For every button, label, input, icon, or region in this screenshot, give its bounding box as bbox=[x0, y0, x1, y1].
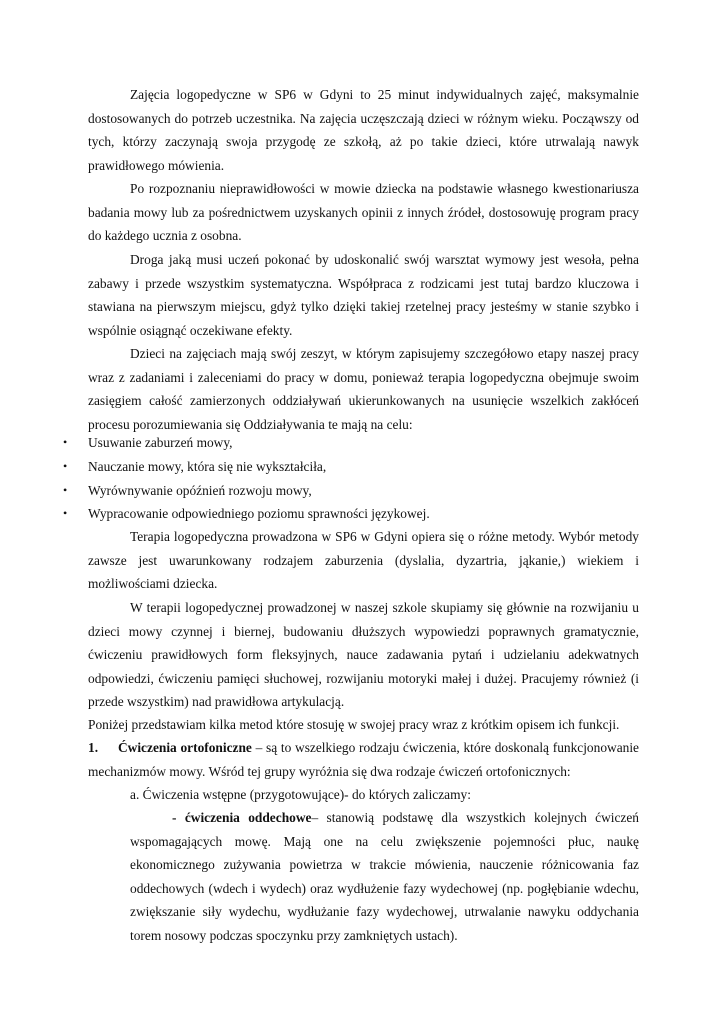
section-1 bbox=[88, 736, 639, 783]
paragraph-intro: Zajęcia logopedyczne w SP6 w Gdyni to 25 minut indywidualnych zajęć, maksymalnie dostosowanych do potrzeb uczestnika. Na zajęcia uczęszczają dzieci w różnym wieku. Począwszy od tych, którzy zaczynają swoja przygodę ze szkołą, aż po takie dzieci, które utrwalają nawyk prawidłowego mówienia. bbox=[88, 87, 639, 173]
section-1-title: Ćwiczenia ortofoniczne bbox=[118, 740, 252, 755]
subsection-a: a. Ćwiczenia wstępne (przygotowujące)- do których zaliczamy: bbox=[130, 787, 471, 802]
paragraph-cooperation: Droga jaką musi uczeń pokonać by udoskonalić swój warsztat wymowy jest wesoła, pełna zabawy i przede wszystkim systematyczna. Współpraca z rodzicami jest tutaj bardzo kluczowa i stawiana na pierwszym miejscu, gdyż tylko dzięki takiej rzetelnej pracy jesteśmy w stanie szybko i wspólnie osiągnąć oczekiwane efekty. bbox=[88, 252, 639, 338]
paragraph-therapy: W terapii logopedycznej prowadzonej w naszej szkole skupiamy się głównie na rozwijaniu u dzieci mowy czynnej i biernej, budowaniu dłuższych wypowiedzi poprawnych gramatycznie, ćwiczeniu prawidłowych form fleksyjnych, nauce zadawania pytań i udzielaniu adekwatnych odpowiedzi, ćwiczeniu pamięci słuchowej, rozwijaniu motoryki małej i dużej. Pracujemy również (i przede wszystkim) nad prawidłowa artykulacją. bbox=[88, 600, 639, 710]
list-item-text: Wypracowanie odpowiedniego poziomu sprawności językowej. bbox=[88, 506, 430, 521]
list-item-text: Usuwanie zaburzeń mowy, bbox=[88, 435, 233, 450]
sub-item-prefix: - bbox=[172, 810, 185, 825]
section-1-number: 1. bbox=[88, 740, 99, 755]
section-1-text: – są to wszelkiego rodzaju ćwiczenia, które doskonalą funkcjonowanie mechanizmów mowy. Wśród tej grupy wyróżnia się dwa rodzaje ćwiczeń ortofonicznych: bbox=[88, 740, 639, 779]
bullet-icon: • bbox=[63, 506, 68, 520]
paragraph-diagnosis: Po rozpoznaniu nieprawidłowości w mowie dziecka na podstawie własnego kwestionariusza badania mowy lub za pośrednictwem uzyskanych opinii z innych źródeł, dostosowuję program pracy do każdego ucznia z osobna. bbox=[88, 181, 639, 244]
list-item bbox=[63, 479, 639, 503]
bullet-icon: • bbox=[63, 483, 68, 497]
list-item bbox=[63, 431, 639, 455]
list-item bbox=[63, 502, 639, 526]
bullet-icon: • bbox=[63, 435, 68, 449]
sub-item-title: ćwiczenia oddechowe bbox=[184, 810, 312, 825]
sub-item-text: – stanowią podstawę dla wszystkich kolejnych ćwiczeń wspomagających mowę. Mają one na celu zwiększenie pojemności płuc, naukę ekonomicznego zużywania powietrza w trakcie mówienia, nauczenie różnicowania faz oddechowych (wdech i wydech) oraz wydłużenie fazy wydechowej (np. pogłębianie wdechu, zwiększanie siły wydechu, wydłużanie fazy wydechowej, utrwalanie nawyku oddychania torem nosowy podczas spoczynku przy zamkniętych ustach). bbox=[130, 810, 640, 943]
list-item-text: Nauczanie mowy, która się nie wykształciła, bbox=[88, 459, 327, 474]
bullet-icon: • bbox=[63, 459, 68, 473]
paragraph-overview: Poniżej przedstawiam kilka metod które stosuję w swojej pracy wraz z krótkim opisem ich funkcji. bbox=[88, 717, 620, 732]
list-item-text: Wyrównywanie opóźnień rozwoju mowy, bbox=[88, 483, 312, 498]
list-item bbox=[63, 455, 639, 479]
paragraph-methods: Terapia logopedyczna prowadzona w SP6 w Gdyni opiera się o różne metody. Wybór metody zawsze jest uwarunkowany rodzajem zaburzenia (dyslalia, dyzartria, jąkanie,) wiekiem i możliwościami dziecka. bbox=[88, 529, 639, 592]
paragraph-notebook: Dzieci na zajęciach mają swój zeszyt, w którym zapisujemy szczegółowo etapy naszej pracy wraz z zadaniami i zaleceniami do pracy w domu, ponieważ terapia logopedyczna obejmuje swoim zasięgiem całość zamierzonych oddziaływań ukierunkowanych na usunięcie wszelkich zakłóceń procesu porozumiewania się Oddziaływania te mają na celu: bbox=[88, 346, 639, 432]
sub-item-breathing bbox=[130, 806, 639, 948]
